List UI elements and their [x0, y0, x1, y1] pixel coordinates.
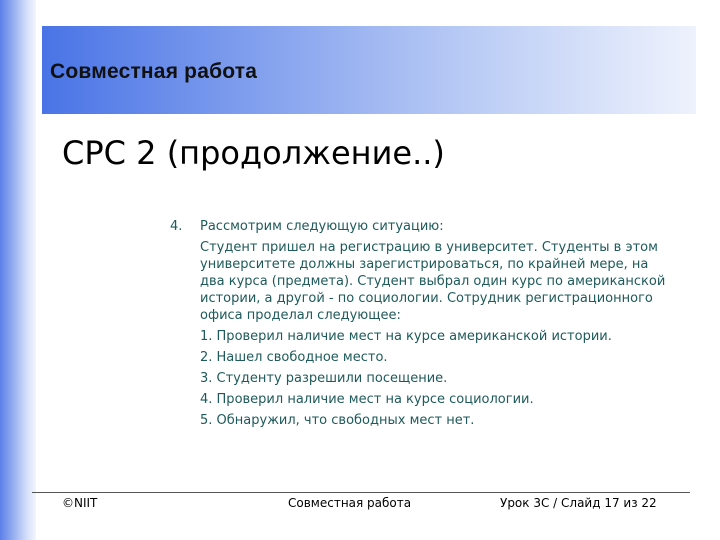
scenario-text: Студент пришел на регистрацию в университет. Студенты в этом университете должны зарегистрироваться, по крайней мере, на два курса (предмета). Студент выбрал один курс по американской истории, а другой - по социологии. Сотрудник регистрационного офиса проделал следующее: — [200, 240, 666, 323]
left-decorative-bar — [0, 0, 36, 540]
item-number: 4. — [170, 219, 183, 234]
step-item: 1. Проверил наличие мест на курсе американской истории. — [200, 329, 612, 344]
footer-slide-number: Урок 3C / Слайд 17 из 22 — [500, 496, 657, 510]
step-item: 3. Студенту разрешили посещение. — [200, 371, 448, 386]
footer-divider — [32, 492, 690, 493]
footer-copyright: ©NIIT — [62, 496, 98, 510]
slide-body — [170, 218, 670, 433]
step-item: 4. Проверил наличие мест на курсе социологии. — [200, 392, 534, 407]
list-item — [170, 218, 670, 433]
footer-course-title: Совместная работа — [288, 496, 412, 510]
slide-title: СРС 2 (продолжение..) — [62, 134, 445, 172]
item-content — [200, 218, 670, 433]
header-title: Совместная работа — [50, 60, 258, 83]
step-item: 2. Нашел свободное место. — [200, 350, 388, 365]
steps-list — [200, 328, 670, 429]
step-item: 5. Обнаружил, что свободных мест нет. — [200, 413, 475, 428]
intro-text: Рассмотрим следующую ситуацию: — [200, 219, 444, 234]
